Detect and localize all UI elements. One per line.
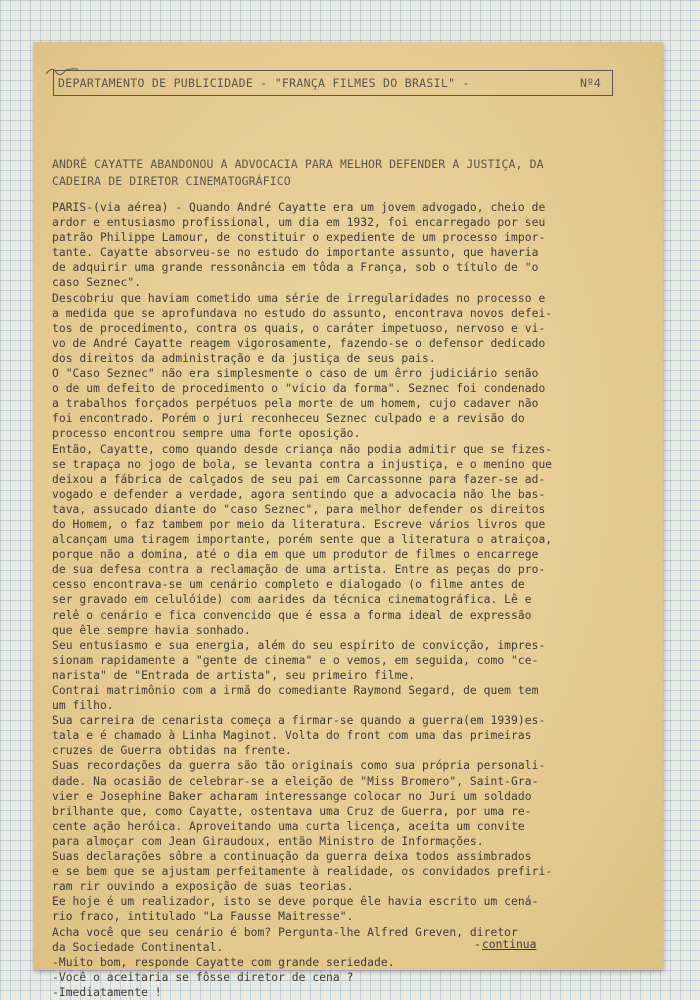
headline-line-1: ANDRÉ CAYATTE ABANDONOU A ADVOCACIA PARA MELHOR DEFENDER A JUSTIÇA, DA xyxy=(52,157,544,171)
body-line: processo encontrou sempre uma forte oposição. xyxy=(52,427,361,441)
body-line: Contrai matrimônio com a irmã do comediante Raymond Segard, de quem tem xyxy=(52,684,539,697)
body-line: que êle sempre havia sonhado. xyxy=(52,623,251,637)
body-line: tos de procedimento, contra os quais, o caráter impetuoso, nervoso e vi- xyxy=(52,321,546,335)
body-line: -Imediatamente ! xyxy=(52,985,162,999)
body-line: porque não a domina, até o dia em que um produtor de filmes o encarrege xyxy=(52,548,539,562)
body-line: relê o cenário e fica convencido que é essa a forma ideal de expressão xyxy=(52,608,532,622)
body-line: sionam rapidamente a "gente de cinema" e o vemos, em seguida, como "ce- xyxy=(52,653,539,667)
body-line: -Você o aceitaria se fôsse diretor de cena ? xyxy=(52,970,354,984)
body-line: e se bem que se ajustam perfeitamente à realidade, os convidados prefiri- xyxy=(52,865,553,879)
body-line: PARIS-(via aérea) - Quando André Cayatte era um jovem advogado, cheio de xyxy=(52,201,546,214)
body-line: do Homem, o faz tambem por meio da literatura. Escreve vários livros que xyxy=(52,517,546,531)
body-line: a medida que se aprofundava no estudo do assunto, encontrava novos defei- xyxy=(52,306,553,320)
body-line: caso Seznec". xyxy=(52,276,142,290)
body-line: para almoçar com Jean Giraudoux, então Ministro de Informações. xyxy=(52,834,484,848)
body-line: -Muito bom, responde Cayatte com grande seriedade. xyxy=(52,955,395,969)
body-line: um filho. xyxy=(52,699,114,713)
body-line: narista" de "Entrada de artista", seu primeiro filme. xyxy=(52,668,416,682)
body-line: cesso encontrava-se um cenário completo e dialogado (o filme antes de xyxy=(52,578,525,592)
body-line: Ee hoje é um realizador, isto se deve porque êle havia escrito um cená- xyxy=(52,895,539,909)
body-line: tava, assucado diante do "caso Seznec", para melhor defender os direitos xyxy=(52,502,546,516)
body-line: alcançam uma tiragem importante, porém sente que a literatura o atraiçoa, xyxy=(52,533,553,547)
header-title: DEPARTAMENTO DE PUBLICIDADE - "FRANÇA FILMES DO BRASIL" - xyxy=(58,76,470,90)
headline-line-2: CADEIRA DE DIRETOR CINEMATOGRÁFICO xyxy=(52,174,291,188)
body-line: Suas recordações da guerra são tão originais como sua própria personali- xyxy=(52,759,546,773)
body-line: deixou a fábrica de calçados de seu pai em Carcassonne para fazer-se ad- xyxy=(52,472,546,486)
body-line: dade. Na ocasião de celebrar-se a eleição de "Miss Bromero", Saint-Gra- xyxy=(52,774,539,788)
body-line: vo de André Cayatte reagem vigorosamente, fazendo-se o defensor dedicado xyxy=(52,336,546,350)
body-line: o de um defeito de procedimento o "vício da forma". Seznec foi condenado xyxy=(52,382,546,396)
body-line: cruzes de Guerra obtidas na frente. xyxy=(52,744,292,758)
body-line: dos direitos da administração e da justiça de seus pais. xyxy=(52,351,436,365)
body-line: ardor e entusiasmo profissional, um dia em 1932, foi encarregado por seu xyxy=(52,216,546,230)
body-line: Sua carreira de cenarista começa a firmar-se quando a guerra(em 1939)es- xyxy=(52,714,546,728)
body-line: tante. Cayatte absorveu-se no estudo do importante assunto, que haveria xyxy=(52,246,539,260)
continua-label: continua xyxy=(482,938,537,951)
body-line: de sua defesa contra a reclamação de uma artista. Entre as peças do pro- xyxy=(52,563,546,577)
body-line: cente ação heróica. Aproveitando uma curta licença, aceita um convite xyxy=(52,819,525,833)
body-line: Então, Cayatte, como quando desde criança não podia admitir que se fizes- xyxy=(52,442,553,456)
body-line: de adquirir uma grande ressonância em tôda a França, sob o título de "o xyxy=(52,261,539,275)
body-line: Suas declarações sôbre a continuação da guerra deixa todos assimbrados xyxy=(52,850,532,864)
body-line: O "Caso Seznec" não era simplesmente o caso de um êrro judiciário senão xyxy=(52,367,539,381)
body-line: ser gravado em celulóide) com aarides da técnica cinematográfica. Lê e xyxy=(52,593,532,607)
body-line: da Sociedade Continental. xyxy=(52,940,224,954)
body-line: tala e é chamado à Linha Maginot. Volta do front com uma das primeiras xyxy=(52,729,532,743)
body-line: foi encontrado. Porém o juri reconheceu Seznec culpado e a revisão do xyxy=(52,412,525,426)
body-line: patrão Philippe Lamour, de constituir o expediente de um processo impor- xyxy=(52,231,546,245)
body-line: rio fraco, intitulado "La Fausse Maitresse". xyxy=(52,910,354,924)
body-line: a trabalhos forçados perpétuos pela morte de um homem, cujo cadaver não xyxy=(52,397,539,411)
header-number: Nº4 xyxy=(580,76,601,90)
continua-dash: - xyxy=(474,938,481,951)
body-line: brilhante que, como Cayatte, ostentava uma Cruz de Guerra, por uma re- xyxy=(52,804,532,818)
body-line: vier e Josephine Baker acharam interessange colocar no Juri um soldado xyxy=(52,789,532,803)
body-line: ram rir ouvindo a exposição de suas teorias. xyxy=(52,880,354,894)
body-line: se trapaça no jogo de bola, se levanta contra a injustiça, e o menino que xyxy=(52,457,553,471)
article-body xyxy=(52,200,632,1000)
body-line: vogado e defender a verdade, agora sentindo que a advocacia não lhe bas- xyxy=(52,487,546,501)
body-line: Descobriu que haviam cometido uma série de irregularidades no processo e xyxy=(52,291,546,305)
body-line: Seu entusiasmo e sua energia, além do seu espírito de convicção, impres- xyxy=(52,638,546,652)
body-line: Acha você que seu cenário é bom? Pergunta-lhe Alfred Greven, diretor xyxy=(52,925,518,939)
